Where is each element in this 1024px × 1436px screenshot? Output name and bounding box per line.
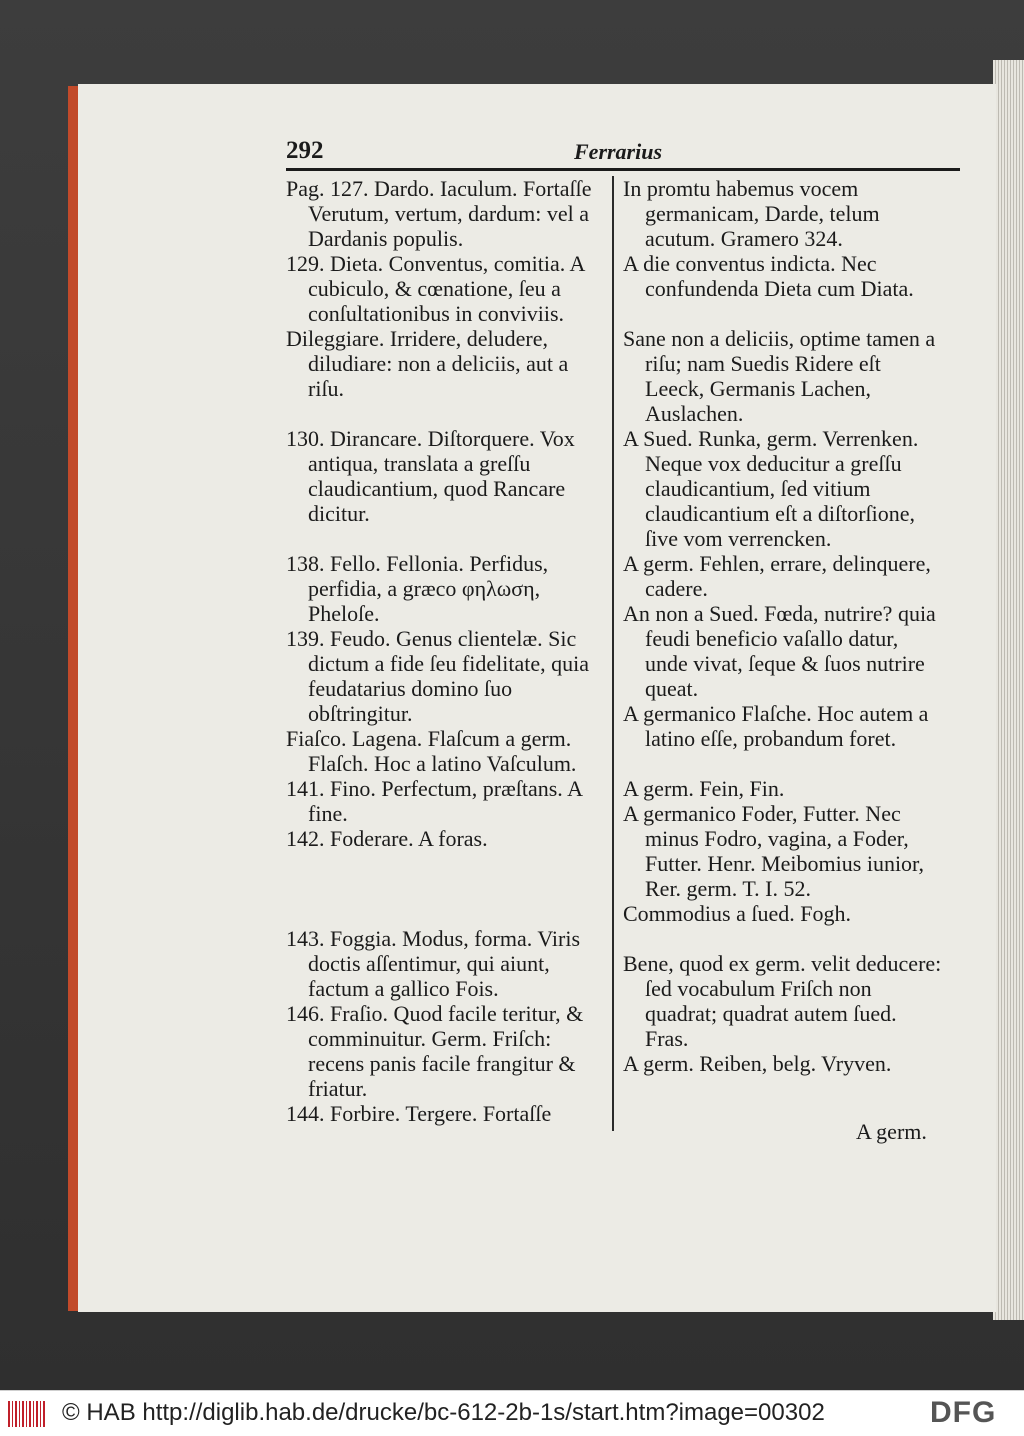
entry-fiasco: Fiaſco. Lagena. Flaſcum a germ. Flaſch. Hoc a latino Vaſculum. [286,726,577,776]
catchword: A germ. [856,1119,927,1144]
note-foggia: Commodius a ſued. Fogh. [623,901,851,926]
note-forbire: A germ. Reiben, belg. Vryven. [623,1051,892,1076]
note-fino: A germ. Fein, Fin. [623,776,785,801]
column-divider [612,176,614,1131]
left-column [286,176,608,1126]
note-feudo: An non a Sued. Fœda, nutrire? quia feudi beneficio vaſallo datur, unde vivat, ſeque & ſuos nutrire queat. [623,601,936,701]
entry-foderare: 142. Foderare. A foras. [286,826,488,851]
note-dieta: A die conventus indicta. Nec confundenda Dieta cum Diata. [623,251,914,301]
entry-dirancare: 130. Dirancare. Diſtorquere. Vox antiqua, translata a greſſu claudicantium, quod Rancare dicitur. [286,426,575,526]
note-fello: A germ. Fehlen, errare, delinquere, cadere. [623,551,931,601]
page-header [286,137,960,167]
book-red-edge [68,86,78,1311]
running-title: Ferrarius [574,139,663,164]
entry-foggia: 143. Foggia. Modus, forma. Viris doctis aſſentimur, qui aiunt, factum a gallico Fois. [286,926,581,1001]
entry-dardo: Pag. 127. Dardo. Iaculum. Fortaſſe Verutum, vertum, dardum: vel a Dardanis populis. [286,176,592,251]
entry-fello: 138. Fello. Fellonia. Perfidus, perfidia, a græco φηλωση, Pheloſe. [286,551,549,626]
note-foderare: A germanico Foder, Futter. Nec minus Fodro, vagina, a Foder, Futter. Henr. Meibomius iunior, Rer. germ. T. I. 52. [623,801,924,901]
footer-bar [0,1390,1024,1436]
note-dirancare: A Sued. Runka, germ. Verrenken. Neque vox deducitur a greſſu claudicantium, ſed vitium claudicantium eſt a diſtorſione, ſive vom verrencken. [623,426,919,551]
note-frasio: Bene, quod ex germ. velit deducere: ſed vocabulum Friſch non quadrat; quadrat autem ſued. Fras. [623,951,942,1051]
note-fiasco: A germanico Flaſche. Hoc autem a latino eſſe, probandum foret. [623,701,929,751]
note-dileggiare: Sane non a deliciis, optime tamen a riſu; nam Suedis Ridere eſt Leeck, Germanis Lachen, Auslachen. [623,326,936,426]
entry-forbire: 144. Forbire. Tergere. Fortaſſe [286,1101,552,1126]
page-number: 292 [286,137,324,164]
right-column [623,176,943,1076]
footer-credit-link[interactable]: © HAB http://diglib.hab.de/drucke/bc-612-2b-1s/start.htm?image=00302 [62,1399,825,1426]
entry-frasio: 146. Fraſio. Quod facile teritur, & comminuitur. Germ. Friſch: recens panis facile frangitur & friatur. [286,1001,584,1101]
note-dardo: In promtu habemus vocem germanicam, Darde, telum acutum. Gramero 324. [623,176,880,251]
entry-dieta: 129. Dieta. Conventus, comitia. A cubiculo, & cœnatione, ſeu a conſultationibus in conviviis. [286,251,585,326]
entry-feudo: 139. Feudo. Genus clientelæ. Sic dictum a fide ſeu fidelitate, quia feudatarius domino ſuo obſtringitur. [286,626,590,726]
book-page [78,84,996,1312]
header-rule [286,168,960,171]
dfg-logo: DFG [930,1396,997,1429]
entry-dileggiare: Dileggiare. Irridere, deludere, diludiare: non a deliciis, aut a riſu. [286,326,569,401]
entry-fino: 141. Fino. Perfectum, præſtans. A fine. [286,776,582,826]
book-page-edges [993,60,1024,1320]
hab-logo-icon [8,1401,46,1427]
